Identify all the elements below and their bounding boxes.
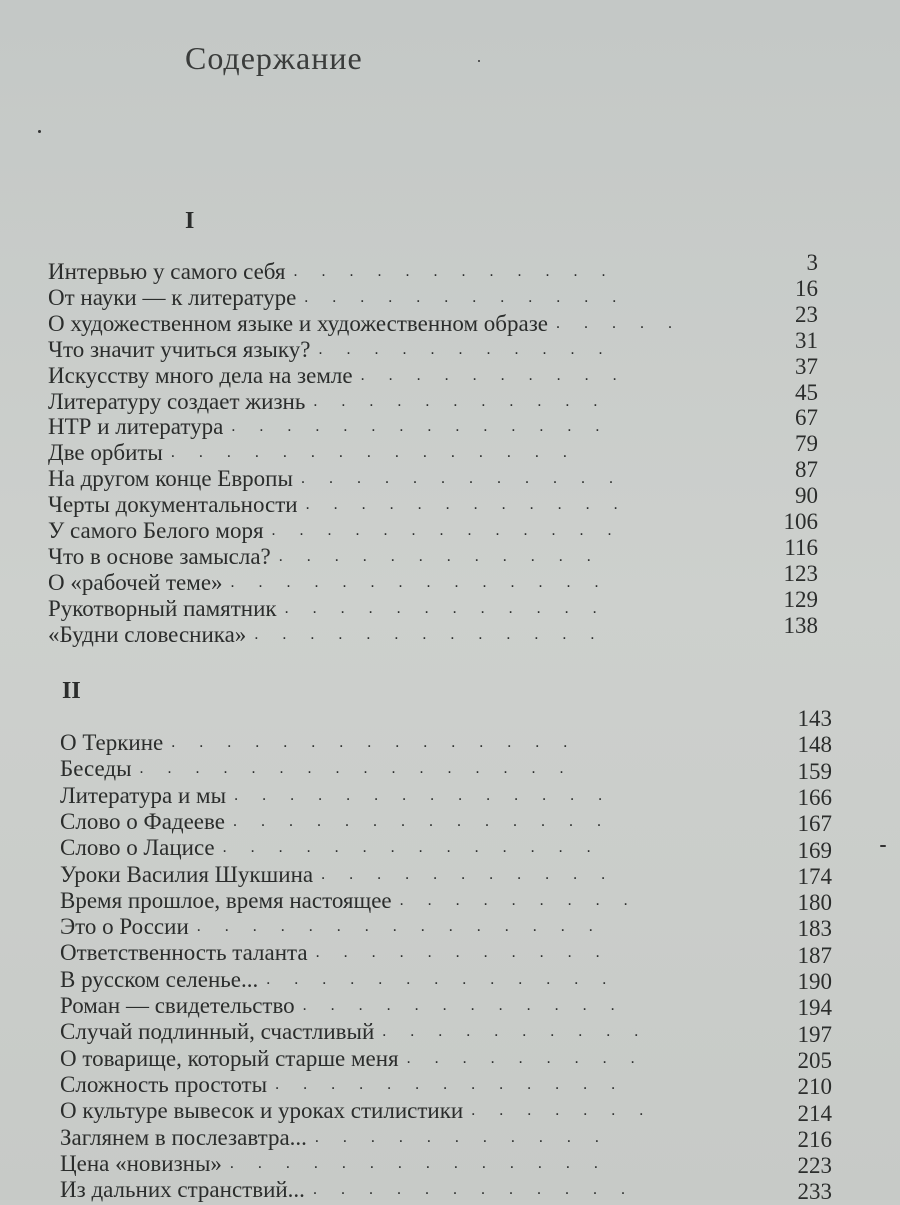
toc-entry-title: НТР и литература <box>48 414 224 440</box>
dot-leader: . . . . . . . . . . . . <box>312 1181 649 1199</box>
section-heading-1: I <box>185 208 195 234</box>
dot-leader: . . . . . . . . . . . <box>313 392 622 410</box>
dot-leader: . . . . . . . . . . . . . . . <box>170 444 591 462</box>
page-number: 45 <box>795 379 818 405</box>
page-number: 197 <box>797 1021 832 1047</box>
dot-leader: . . . . . . . . . . . . . <box>254 625 619 643</box>
page-number: 187 <box>797 942 832 968</box>
toc-entry-title: О «рабочей теме» <box>48 569 223 595</box>
page-number: 16 <box>795 275 818 301</box>
toc-entry-title: Литература и мы <box>60 782 227 808</box>
print-speck <box>880 845 886 847</box>
toc-entry-title: Две орбиты <box>48 440 163 466</box>
page-number: 183 <box>797 916 832 942</box>
page-number: 106 <box>783 509 818 534</box>
dot-leader: . . . . . . . . . . <box>382 1023 663 1041</box>
page-number: 216 <box>797 1126 832 1152</box>
page-number: 3 <box>806 250 818 275</box>
toc-entry-title: Черты документальности <box>48 492 298 518</box>
toc-entry-title: Случай подлинный, счастливый <box>60 1019 375 1045</box>
page-number: 143 <box>797 706 832 731</box>
dot-leader: . . . . . . . . . . . . . . <box>231 418 624 436</box>
toc-entry-title: Что значит учиться языку? <box>48 336 311 362</box>
dot-leader: . . . . . . . . . . . . . . <box>229 1154 622 1172</box>
dot-leader: . . . . . . . . . . . . . . <box>222 839 615 857</box>
toc-entry-title: Цена «новизны» <box>60 1150 222 1176</box>
section-heading-2: II <box>62 678 81 704</box>
page-number: 87 <box>795 457 818 483</box>
page-number: 205 <box>797 1047 832 1073</box>
toc-entry-title: В русском селенье... <box>60 966 259 992</box>
toc-entry-title: Ответственность таланта <box>60 940 308 966</box>
dot-leader: . . . . . . . . . . . . <box>302 997 639 1014</box>
page-number: 23 <box>795 301 818 327</box>
dot-leader: . . . . . . . . . . . . . <box>271 522 636 539</box>
toc-entry-title: Интервью у самого себя <box>48 259 286 284</box>
toc-entry-title: Слово о Фадееве <box>60 808 225 834</box>
dot-leader: . . . . . . . . . . . <box>315 944 624 962</box>
page-number: 138 <box>783 612 818 638</box>
page-number: 180 <box>797 890 832 916</box>
dot-leader: . . . . . . . . . . . . . . . . <box>139 760 588 778</box>
dot-leader: . . . . . . . . . . <box>360 366 641 384</box>
page-number: 214 <box>797 1100 832 1126</box>
dot-leader: . . . . . . . . . . . <box>314 1128 623 1146</box>
dot-leader: . . . . . . . <box>471 1102 668 1120</box>
page-number: 169 <box>797 837 832 863</box>
toc-entry-title: Заглянем в послезавтра... <box>60 1124 307 1150</box>
dot-leader: . . . . . . . . . . . . <box>300 470 637 488</box>
dot-leader: . . . . . . . . . . . . <box>304 288 641 306</box>
toc-entry-title: Искусству много дела на земле <box>48 362 353 388</box>
dot-leader: . . . . . . . . . . . . . . . <box>196 918 617 936</box>
page-number: 210 <box>797 1074 832 1100</box>
print-speck <box>38 130 41 133</box>
dot-leader: . . . . . . . . . . . . . . <box>234 786 627 804</box>
toc-entry-title: Это о России <box>60 914 189 940</box>
toc-entry-title: От науки — к литературе <box>48 284 297 310</box>
dot-leader: . . . . . . . . . . . . <box>305 496 642 514</box>
page-number: 233 <box>797 1179 832 1205</box>
toc-entry-title: Что в основе замысла? <box>48 543 271 569</box>
toc-entry-title: О товарище, который старше меня <box>60 1045 399 1071</box>
toc-entry-title: Слово о Лацисе <box>60 835 215 861</box>
page-number: 37 <box>795 353 818 379</box>
toc-entry-title: Из дальних странствий... <box>60 1177 305 1203</box>
page-number: 174 <box>797 863 832 889</box>
toc-entry-title: О культуре вывесок и уроках стилистики <box>60 1098 464 1124</box>
dot-leader: . . . . . . . . . . . . <box>278 547 615 565</box>
dot-leader: . . . . . . . . . <box>399 891 652 909</box>
dot-leader: . . . . . . . . . . . . . . <box>232 812 625 830</box>
dot-leader: . . . . . . . . . . . . . . <box>230 573 623 591</box>
page-number: 31 <box>795 327 818 353</box>
page-number: 194 <box>797 995 832 1021</box>
toc-entry-title: Рукотворный памятник <box>48 595 277 621</box>
toc-entry-title: У самого Белого моря <box>48 518 264 543</box>
toc-entry-title: Сложность простоты <box>60 1071 268 1097</box>
dot-leader: . . . . . . . . . . . . . <box>266 970 631 988</box>
toc-entry-title: О Теркине <box>60 730 164 755</box>
dot-leader: . . . . . . . . . . . . . <box>275 1075 640 1093</box>
page-number: 67 <box>795 405 818 431</box>
dot-leader: . . . . . . . . . . . <box>321 865 630 883</box>
page-number: 79 <box>795 431 818 457</box>
page-title: Содержание <box>185 40 363 76</box>
toc-entry-title: Уроки Василия Шукшина <box>60 861 314 887</box>
toc-entry-title: Беседы <box>60 756 132 782</box>
toc-entry-title: «Будни словесника» <box>48 621 247 647</box>
toc-entry-title: На другом конце Европы <box>48 466 293 492</box>
page-number: 166 <box>797 784 832 810</box>
toc-entry-title: Роман — свидетельство <box>60 993 295 1018</box>
dot-leader: . . . . . . . . . . . . <box>284 599 621 617</box>
page-number: 190 <box>797 969 832 994</box>
toc-entry-title: О художественном языке и художественном образе <box>48 310 549 336</box>
toc-entry-title: Время прошлое, время настоящее <box>60 887 392 913</box>
page-number: 159 <box>797 758 832 784</box>
dot-leader: . . . . . <box>556 314 697 332</box>
page-number: 129 <box>783 586 818 612</box>
page-number: 167 <box>797 811 832 837</box>
page-number: 90 <box>795 483 818 509</box>
dot-leader: . . . . . . . . . . . . <box>293 263 630 280</box>
dot-leader: . . . . . . . . . . . <box>318 340 627 358</box>
dot-leader: . . . . . . . . . <box>406 1049 659 1067</box>
page-number: 123 <box>783 560 818 586</box>
dot-leader: . . . . . . . . . . . . . . . <box>171 734 592 751</box>
page-number: 223 <box>797 1153 832 1179</box>
page-number: 148 <box>797 732 832 758</box>
print-speck <box>478 60 480 62</box>
page-number: 116 <box>784 534 818 560</box>
toc-entry-title: Литературу создает жизнь <box>48 388 306 414</box>
